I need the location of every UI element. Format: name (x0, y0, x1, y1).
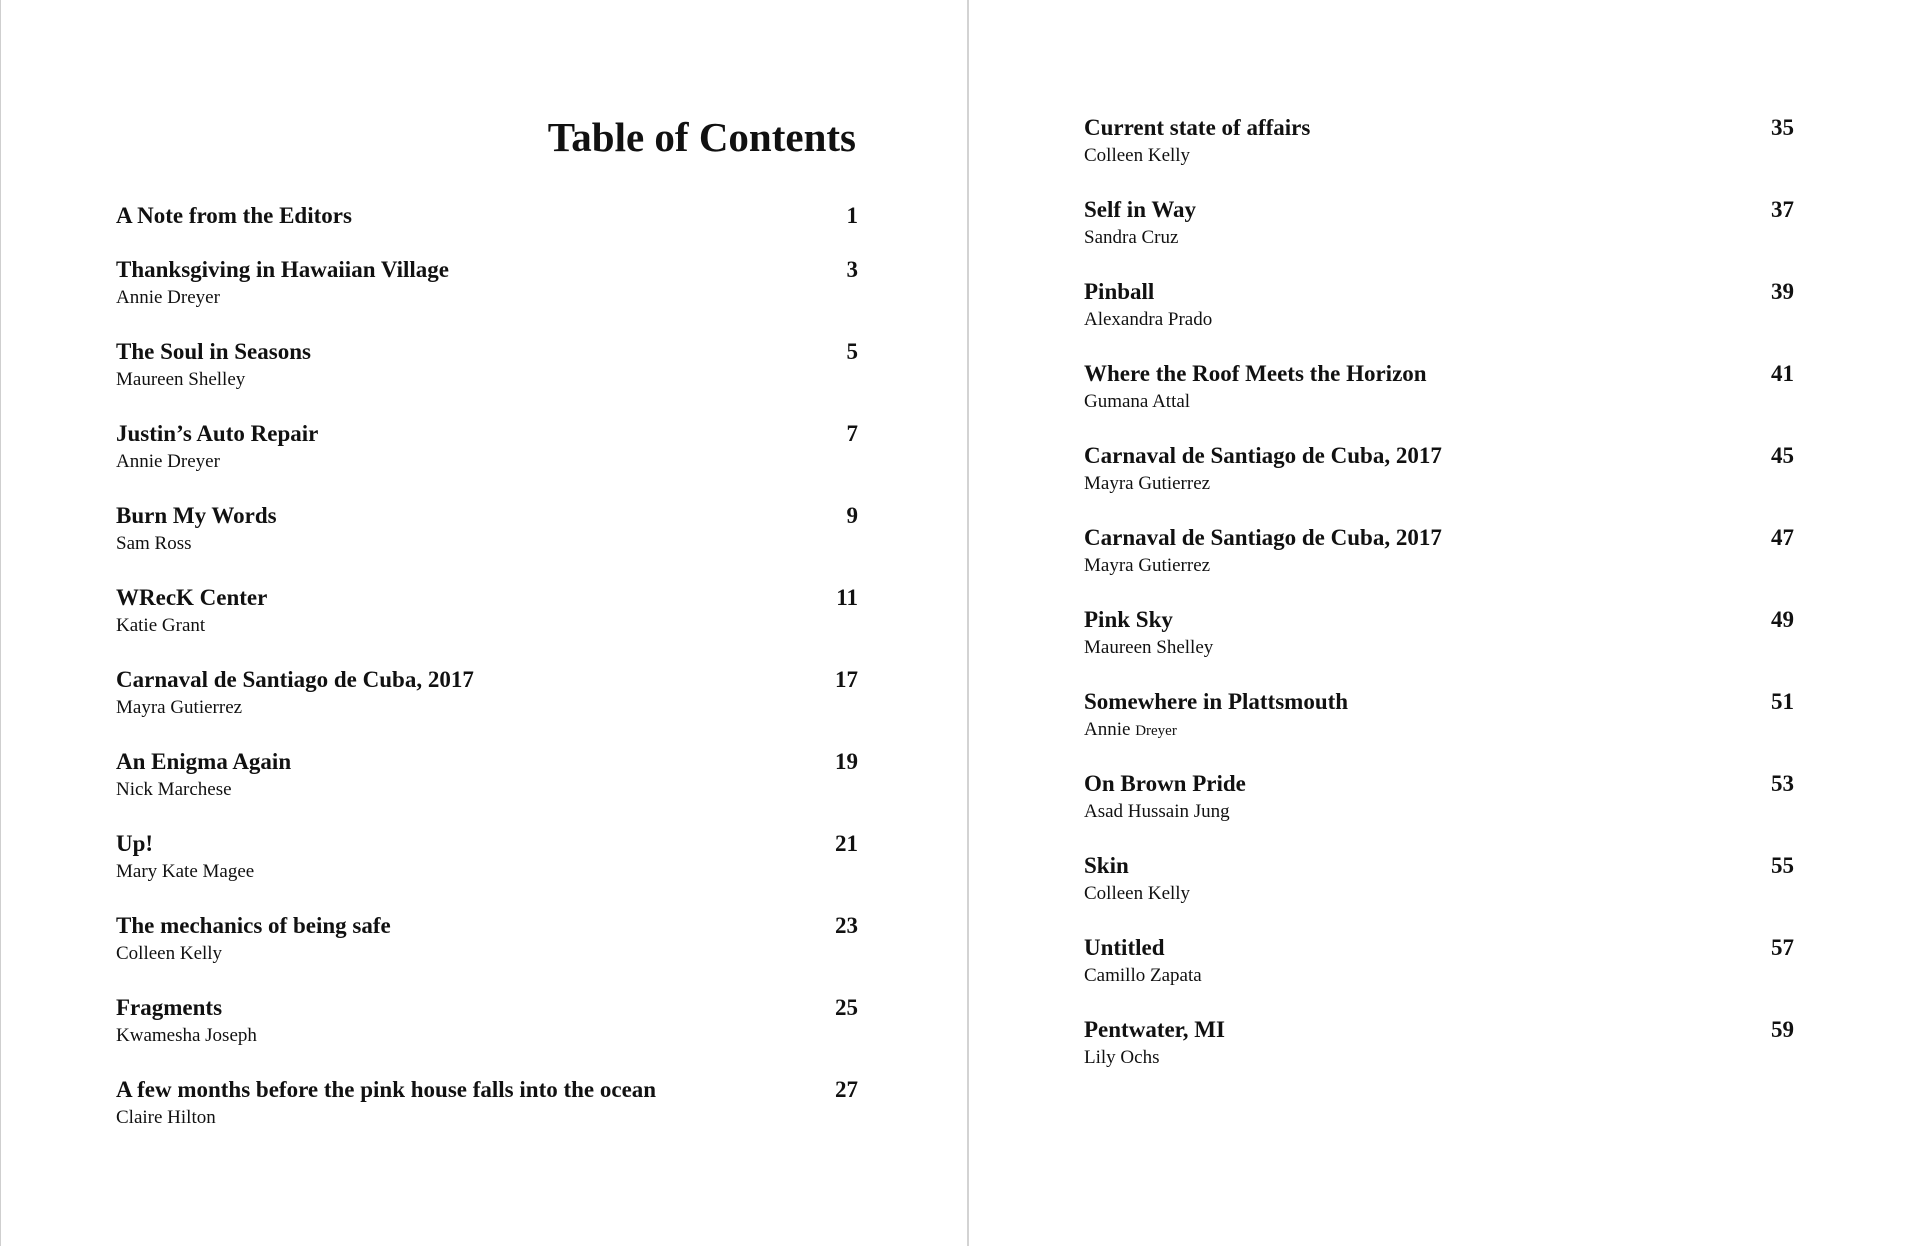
toc-entry (1084, 1015, 1794, 1097)
toc-entry (116, 1075, 858, 1157)
entry-page-number: 11 (836, 585, 858, 610)
entry-page-number: 21 (835, 831, 858, 856)
entry-page-number: 53 (1771, 771, 1794, 796)
entry-title: Carnaval de Santiago de Cuba, 2017 (1084, 443, 1442, 468)
toc-entry (116, 583, 858, 665)
toc-entry (1084, 441, 1794, 523)
toc-entry (116, 337, 858, 419)
entry-author: Asad Hussain Jung (1084, 801, 1230, 822)
entry-title: WRecK Center (116, 585, 268, 610)
entry-author: Claire Hilton (116, 1107, 216, 1128)
entry-page-number: 55 (1771, 853, 1794, 878)
entry-author: Gumana Attal (1084, 391, 1191, 412)
entry-title: The mechanics of being safe (116, 913, 391, 938)
entry-title: Untitled (1084, 935, 1165, 960)
toc-entry (116, 829, 858, 911)
entry-author: Mayra Gutierrez (1084, 555, 1211, 576)
entry-title: On Brown Pride (1084, 771, 1246, 796)
entry-author: Maureen Shelley (116, 369, 246, 390)
entry-title: A few months before the pink house falls into the ocean (116, 1077, 657, 1102)
entry-page-number: 3 (846, 257, 858, 282)
entry-title: Pinball (1084, 279, 1155, 304)
toc-entry (116, 419, 858, 501)
entry-page-number: 39 (1771, 279, 1794, 304)
toc-entry (1084, 933, 1794, 1015)
entry-author: Sam Ross (116, 533, 192, 554)
entry-page-number: 37 (1771, 197, 1794, 222)
entry-page-number: 25 (835, 995, 858, 1020)
entry-page-number: 23 (835, 913, 858, 938)
entry-page-number: 49 (1771, 607, 1794, 632)
entry-title: Carnaval de Santiago de Cuba, 2017 (116, 667, 474, 692)
entry-title: Current state of affairs (1084, 115, 1311, 140)
entry-page-number: 41 (1771, 361, 1794, 386)
entry-title: A Note from the Editors (116, 203, 352, 228)
toc-list-right (1084, 113, 1794, 1097)
entry-page-number: 9 (846, 503, 858, 528)
entry-author: Annie Dreyer (116, 287, 220, 308)
entry-page-number: 19 (835, 749, 858, 774)
entry-author: Mayra Gutierrez (1084, 473, 1211, 494)
entry-title: Up! (116, 831, 154, 856)
entry-author: Lily Ochs (1084, 1047, 1160, 1068)
entry-author: Colleen Kelly (116, 943, 223, 964)
entry-author-first: Annie (1084, 719, 1131, 740)
entry-title: Fragments (116, 995, 223, 1020)
entry-title: Where the Roof Meets the Horizon (1084, 361, 1427, 386)
entry-page-number: 5 (846, 339, 858, 364)
entry-author: Camillo Zapata (1084, 965, 1202, 986)
entry-title: Pink Sky (1084, 607, 1173, 632)
entry-page-number: 7 (846, 421, 858, 446)
entry-title: Skin (1084, 853, 1129, 878)
toc-entry (116, 911, 858, 993)
toc-entry (1084, 277, 1794, 359)
toc-entry (116, 993, 858, 1075)
entry-page-number: 57 (1771, 935, 1794, 960)
entry-title: Carnaval de Santiago de Cuba, 2017 (1084, 525, 1442, 550)
toc-entry (1084, 195, 1794, 277)
page-title: Table of Contents (547, 114, 856, 160)
entry-page-number: 1 (846, 203, 858, 228)
entry-author: Katie Grant (116, 615, 206, 636)
entry-page-number: 59 (1771, 1017, 1794, 1042)
right-page (969, 0, 1930, 1246)
entry-author: Sandra Cruz (1084, 227, 1179, 248)
entry-title: Self in Way (1084, 197, 1197, 222)
entry-title: An Enigma Again (116, 749, 292, 774)
entry-author: Annie Dreyer (116, 451, 220, 472)
entry-author: Maureen Shelley (1084, 637, 1214, 658)
entry-title: Somewhere in Plattsmouth (1084, 689, 1349, 714)
entry-page-number: 47 (1771, 525, 1794, 550)
toc-list-left (116, 201, 858, 1157)
toc-entry (1084, 359, 1794, 441)
entry-title: The Soul in Seasons (116, 339, 311, 364)
toc-entry (116, 501, 858, 583)
toc-entry (1084, 605, 1794, 687)
entry-author: Kwamesha Joseph (116, 1025, 257, 1046)
entry-page-number: 45 (1771, 443, 1794, 468)
entry-page-number: 51 (1771, 689, 1794, 714)
entry-title: Justin’s Auto Repair (116, 421, 319, 446)
toc-entry (116, 665, 858, 747)
entry-author: Colleen Kelly (1084, 883, 1191, 904)
toc-entry (1084, 769, 1794, 851)
entry-author: Alexandra Prado (1084, 309, 1213, 330)
entry-author-last: Dreyer (1135, 723, 1177, 739)
entry-author: Mary Kate Magee (116, 861, 255, 882)
toc-entry (116, 201, 858, 255)
entry-page-number: 27 (835, 1077, 858, 1102)
toc-entry (1084, 687, 1794, 769)
entry-title: Pentwater, MI (1084, 1017, 1225, 1042)
toc-entry (116, 747, 858, 829)
toc-entry (1084, 851, 1794, 933)
entry-author (1084, 718, 1794, 743)
toc-entry (1084, 523, 1794, 605)
entry-page-number: 35 (1771, 115, 1794, 140)
toc-entry (1084, 113, 1794, 195)
entry-author: Nick Marchese (116, 779, 232, 800)
entry-title: Thanksgiving in Hawaiian Village (116, 257, 449, 282)
entry-page-number: 17 (835, 667, 858, 692)
entry-author: Mayra Gutierrez (116, 697, 243, 718)
entry-title: Burn My Words (116, 503, 277, 528)
entry-author: Colleen Kelly (1084, 145, 1191, 166)
toc-entry (116, 255, 858, 337)
